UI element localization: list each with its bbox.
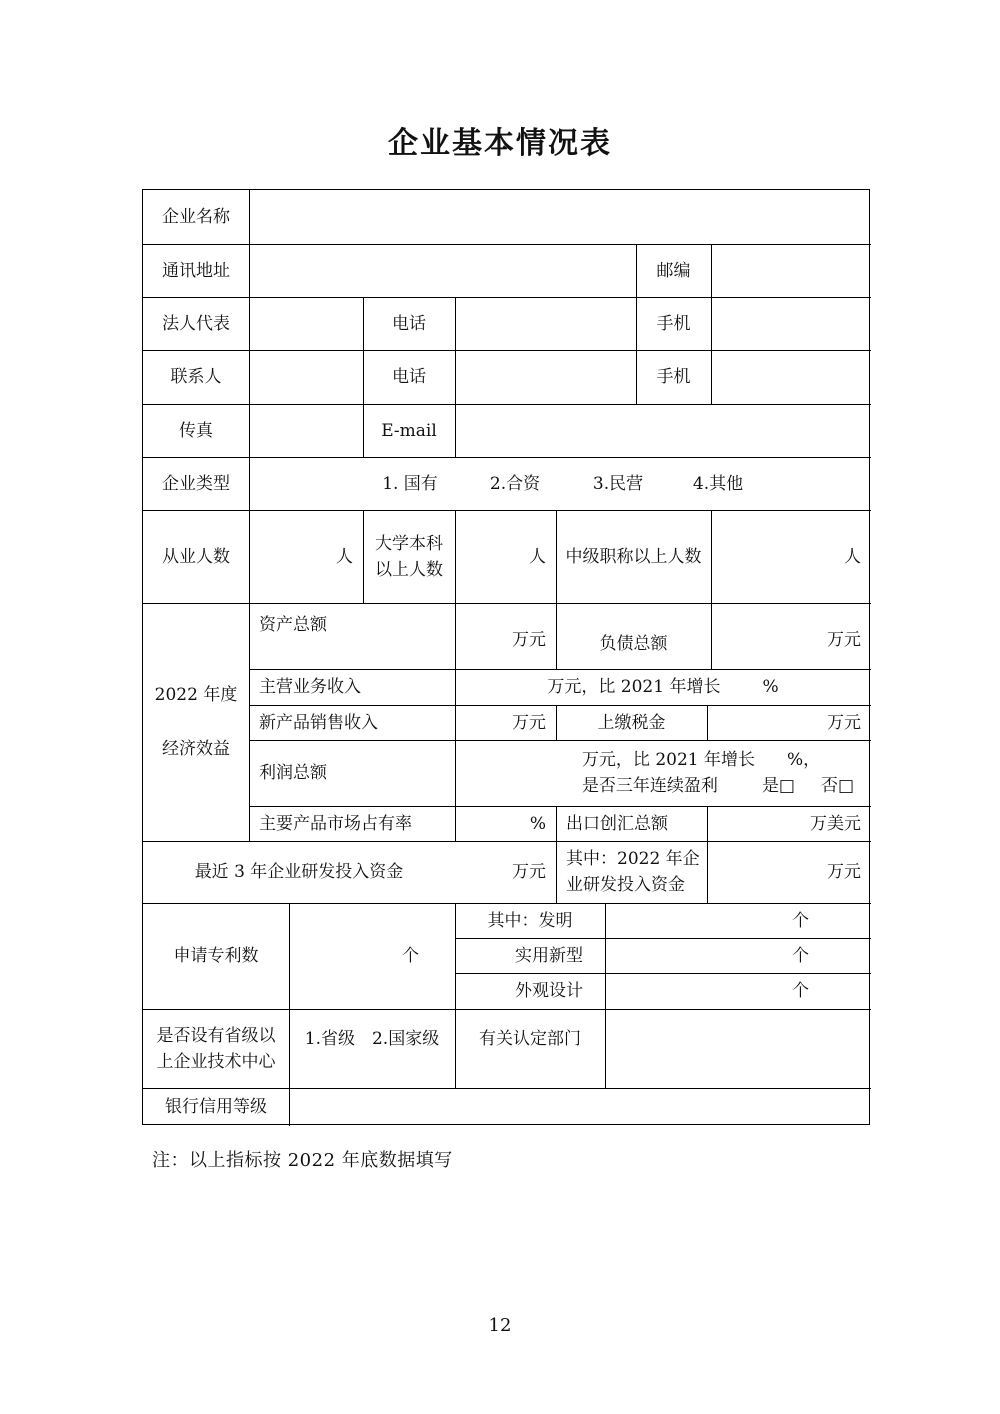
contact-label: 联系人 <box>170 367 222 387</box>
company-type-option-3[interactable]: 3.民营 <box>592 473 644 494</box>
patent-design-unit: 个 <box>792 981 809 1001</box>
legal-rep-mobile-field[interactable] <box>711 297 871 350</box>
footnote: 注：以上指标按 2022 年底数据填写 <box>152 1150 453 1171</box>
certifying-dept-label: 有关认定部门 <box>479 1028 581 1049</box>
bank-credit-field[interactable] <box>289 1088 871 1126</box>
legal-rep-phone-label: 电话 <box>392 313 426 334</box>
patent-count-unit: 个 <box>402 946 419 966</box>
total-liabilities-unit: 万元 <box>827 630 861 650</box>
company-name-label: 企业名称 <box>162 207 230 227</box>
address-field[interactable] <box>249 244 636 297</box>
form-title: 企业基本情况表 <box>388 126 612 161</box>
address-label: 通讯地址 <box>162 260 230 281</box>
contact-field[interactable] <box>249 350 363 404</box>
company-name-field[interactable] <box>249 190 871 244</box>
total-profit-label: 利润总额 <box>259 763 327 783</box>
bank-credit-label: 银行信用等级 <box>165 1097 267 1117</box>
patent-utility-unit: 个 <box>792 945 809 966</box>
company-info-table <box>142 189 870 1125</box>
legal-rep-mobile-label: 手机 <box>656 313 691 334</box>
patent-utility-label: 实用新型 <box>515 945 583 966</box>
mid-title-count-unit: 人 <box>844 546 861 567</box>
postcode-field[interactable] <box>711 244 871 297</box>
rd-2022-unit: 万元 <box>827 862 861 882</box>
fax-field[interactable] <box>249 404 363 457</box>
tax-paid-label: 上缴税金 <box>597 712 666 733</box>
total-assets-unit: 万元 <box>512 630 546 650</box>
fax-label: 传真 <box>179 420 213 441</box>
bachelor-count-unit: 人 <box>529 546 546 567</box>
legal-rep-phone-field[interactable] <box>455 297 636 350</box>
contact-phone-label: 电话 <box>392 367 426 387</box>
bachelor-count-label: 大学本科 以上人数 <box>375 533 443 580</box>
recent-rd-unit: 万元 <box>512 862 546 882</box>
new-product-revenue-label: 新产品销售收入 <box>259 712 378 733</box>
employees-label: 从业人数 <box>162 546 230 567</box>
mid-title-count-label: 中级职称以上人数 <box>565 546 702 567</box>
company-type-option-4[interactable]: 4.其他 <box>692 473 744 494</box>
company-type-option-2[interactable]: 2.合资 <box>489 473 541 494</box>
legal-rep-field[interactable] <box>249 297 363 350</box>
patent-count-label: 申请专利数 <box>173 946 259 966</box>
economic-benefit-label: 2022 年度 经济效益 <box>154 685 238 759</box>
page-number: 12 <box>488 1315 512 1336</box>
employees-unit: 人 <box>336 546 353 567</box>
contact-mobile-label: 手机 <box>656 367 691 387</box>
email-label: E-mail <box>381 420 437 441</box>
recent-rd-label: 最近 3 年企业研发投入资金 <box>194 862 404 882</box>
postcode-label: 邮编 <box>656 260 691 281</box>
company-type-label: 企业类型 <box>162 473 230 494</box>
total-profit-detail: 万元，比 2021 年增长 %， 是否三年连续盈利 是□ 否□ <box>581 750 855 796</box>
main-revenue-label: 主营业务收入 <box>259 677 361 697</box>
patent-invention-unit: 个 <box>792 910 809 931</box>
market-share-unit: % <box>529 813 546 834</box>
export-earnings-unit: 万美元 <box>810 813 861 834</box>
email-field[interactable] <box>455 404 871 457</box>
contact-mobile-field[interactable] <box>711 350 871 404</box>
tax-paid-unit: 万元 <box>827 712 861 733</box>
tech-center-options[interactable]: 1.省级 2.国家级 <box>304 1028 440 1049</box>
main-revenue-growth: 万元，比 2021 年增长 % <box>547 677 779 697</box>
rd-2022-label: 其中：2022 年企 业研发投入资金 <box>566 849 700 895</box>
profit-no-checkbox[interactable]: 否□ <box>821 776 855 796</box>
certifying-dept-field[interactable] <box>605 1009 871 1088</box>
tech-center-label: 是否设有省级以 上企业技术中心 <box>156 1025 276 1072</box>
new-product-revenue-unit: 万元 <box>512 712 546 733</box>
profit-yes-checkbox[interactable]: 是□ <box>761 776 795 796</box>
market-share-label: 主要产品市场占有率 <box>259 813 412 834</box>
patent-design-label: 外观设计 <box>515 981 583 1001</box>
patent-invention-label: 其中：发明 <box>487 910 573 931</box>
export-earnings-label: 出口创汇总额 <box>566 813 668 834</box>
total-assets-label: 资产总额 <box>259 615 327 635</box>
contact-phone-field[interactable] <box>455 350 636 404</box>
legal-rep-label: 法人代表 <box>162 313 230 334</box>
total-liabilities-label: 负债总额 <box>599 634 668 654</box>
company-type-option-1[interactable]: 1. 国有 <box>382 473 438 494</box>
